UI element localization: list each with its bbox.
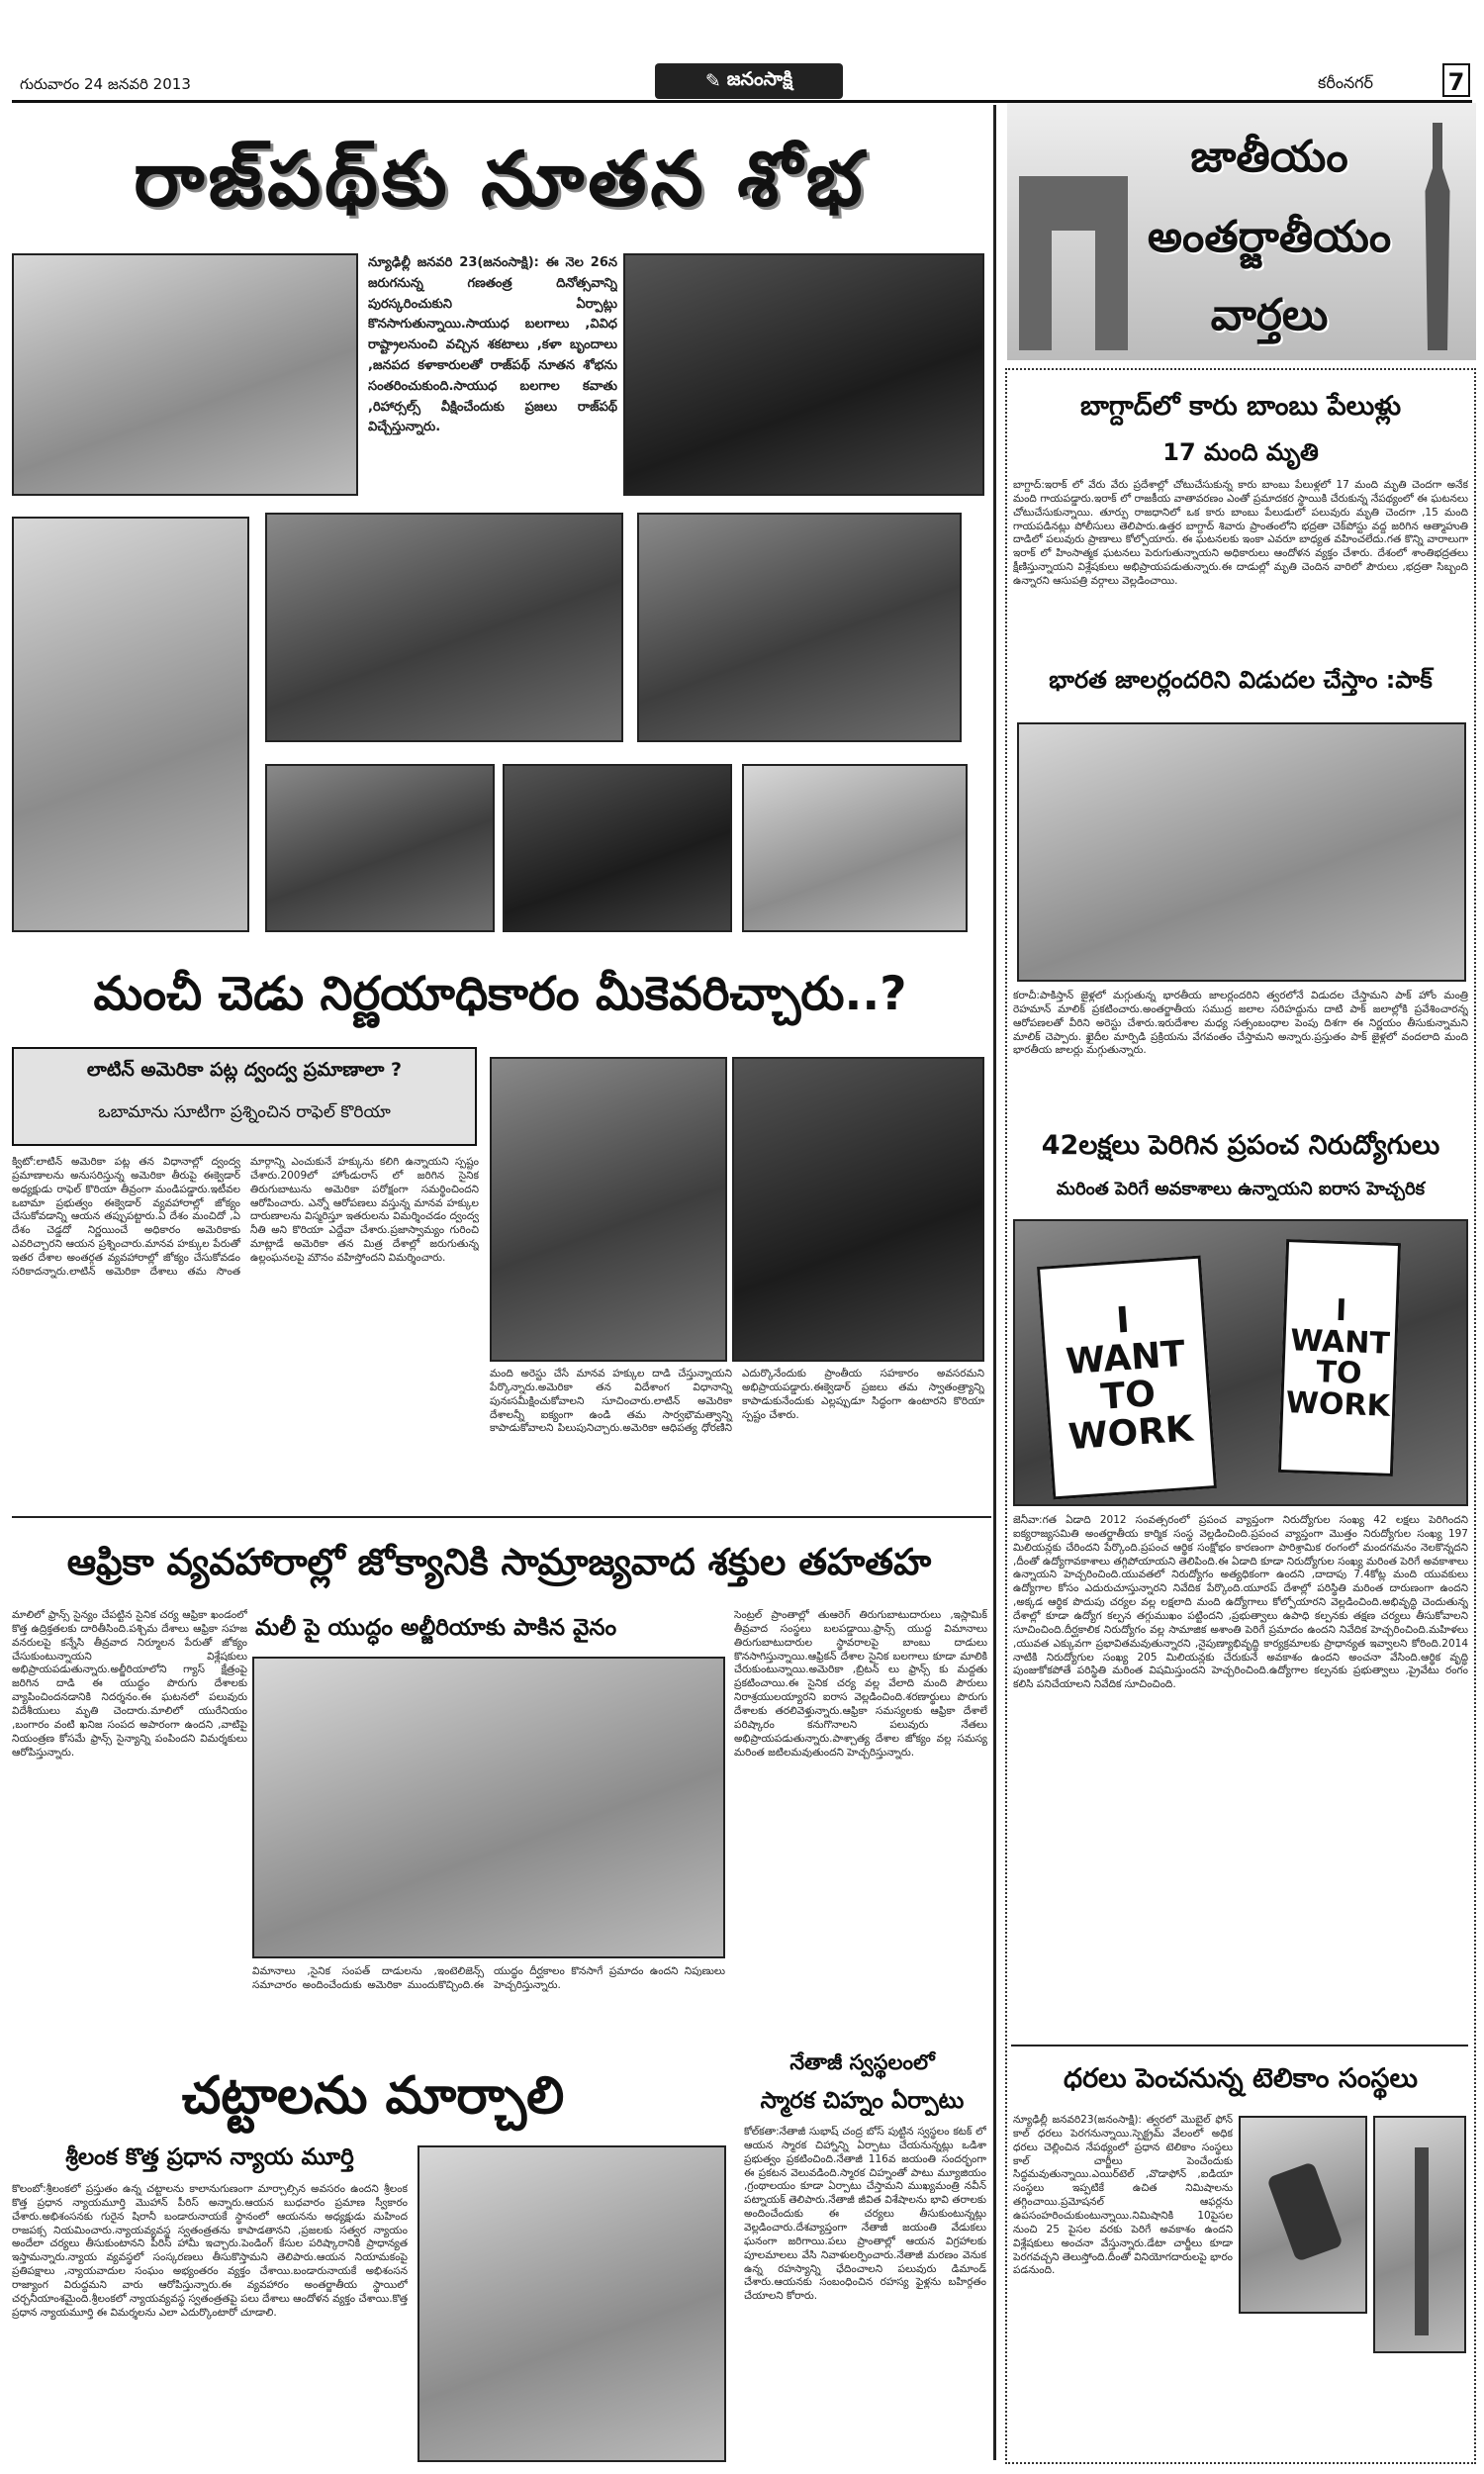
logo-icon: ✎ — [704, 70, 721, 92]
baghdad-subhead: 17 మంది మృతి — [1162, 438, 1319, 466]
mali-subhead: మలీ పై యుద్ధం అల్జీరియాకు పాకిన వైనం — [255, 1615, 617, 1641]
correa-deck-line2: ఒబామాను సూటిగా ప్రశ్నించిన రాఫెల్ కొరియా — [98, 1102, 391, 1122]
banner-line1: జాతీయం — [1190, 132, 1348, 182]
baghdad-headline: బాగ్దాద్‌లో కారు బాంబు పేలుళ్లు — [1079, 391, 1402, 422]
srilanka-judge-photo — [417, 2145, 726, 2462]
rajpath-photo-camel-contingent — [742, 764, 968, 932]
edition-city: కరీంనగర్ — [1318, 73, 1374, 92]
baghdad-body: బాగ్దాద్:ఇరాక్ లో వేరు వేరు ప్రదేశాల్లో చోటుచేసుకున్న కారు బాంబు పేలుళ్లలో 17 మంది మృతి చెందగా అనేక మంది గాయపడ్డారు.ఇరాక్ లో రాజకీయ వాతావరణం ఎంతో ప్రమాదకర స్థాయికి చేరుకున్న నేపథ్యంలో ఈ ఘటనలు చోటుచేసుకున్నాయి. తూర్పు రాజధానిలో ఒక కారు బాంబు పేలుడులో పలువురు మృతి చెందగా ,15 మంది గాయపడినట్లు పోలీసులు తెలిపారు.ఉత్తర బాగ్దాద్ శివారు ప్రాంతంలోని భద్రతా చెక్‌పోస్టు వద్ద జరిగిన ఆత్మాహుతి దాడిలో పలువురు ప్రాణాలు కోల్పోయారు. ఈ ఘటనలకు ఇంకా ఎవరూ బాధ్యత వహించలేదు.గత కొన్ని వారాలుగా ఇరాక్ లో హింసాత్మక ఘటనలు పెరుగుతున్నాయని అధికారులు ఆందోళన వ్యక్తం చేశారు. దేశంలో శాంతిభద్రతలు క్షీణిస్తున్నాయని విశ్లేషకులు అభిప్రాయపడుతున్నారు.ఈ దాడుల్లో మృతి చెందిన వారిలో పౌరులు ,భద్రతా సిబ్బంది ఉన్నారని ఆసుపత్రి వర్గాలు వెల్లడించాయి. — [1013, 479, 1468, 588]
mali-body-left: మాలిలో ఫ్రాన్స్ సైన్యం చేపట్టిన సైనిక చర్య ఆఫ్రికా ఖండంలో కొత్త ఉద్రిక్తతలకు దారితీసింది.పశ్చిమ దేశాలు ఆఫ్రికా సహజ వనరులపై కన్నేసి తీవ్రవాద నిర్మూలన పేరుతో జోక్యం చేసుకుంటున్నాయని విశ్లేషకులు అభిప్రాయపడుతున్నారు.అల్జీరియాలోని గ్యాస్ క్షేత్రంపై జరిగిన దాడి ఈ యుద్ధం పొరుగు దేశాలకు వ్యాపించిందనడానికి నిదర్శనం.ఈ ఘటనలో పలువురు విదేశీయులు మృతి చెందారు.మాలిలో యురేనియం ,బంగారం వంటి ఖనిజ సంపద అపారంగా ఉందని ,వాటిపై నియంత్రణ కోసమే ఫ్రాన్స్ సైన్యాన్ని పంపిందని విమర్శకులు ఆరోపిస్తున్నారు. — [12, 1609, 247, 1759]
pak-headline: భారత జాలర్లందరిని విడుదల చేస్తాం :పాక్ — [1049, 666, 1433, 694]
rajpath-photo-soldiers-rows — [503, 764, 732, 932]
page-number: 7 — [1442, 63, 1470, 97]
cell-tower-icon — [1415, 2147, 1429, 2335]
srilanka-headline: చట్టాలను మార్చాలి — [181, 2066, 565, 2126]
protest-photo — [1013, 1219, 1468, 1506]
column-divider — [993, 105, 996, 2460]
correa-body-left: క్విటో:లాటిన్ అమెరికా పట్ల తన విధానాల్లో ద్వంద్వ ప్రమాణాలను అనుసరిస్తున్న అమెరికా తీరుపై ఈక్వెడార్ అధ్యక్షుడు రాఫెల్ కొరియా తీవ్రంగా మండిపడ్డారు.ఇటీవల ఒబామా ప్రభుత్వం ఈక్వెడార్ వ్యవహారాల్లో జోక్యం చేసుకోవడాన్ని ఆయన తప్పుపట్టారు.ఏ దేశం మంచిదో ,ఏ దేశం చెడ్డదో నిర్ణయించే అధికారం అమెరికాకు ఎవరిచ్చారని ఆయన ప్రశ్నించారు.మానవ హక్కుల పేరుతో ఇతర దేశాల అంతర్గత వ్యవహారాల్లో జోక్యం చేసుకోవడం సరికాదన్నారు.లాటిన్ అమెరికా దేశాలు తమ సొంత మార్గాన్ని ఎంచుకునే హక్కును కలిగి ఉన్నాయని స్పష్టం చేశారు.2009లో హోండురాస్ లో జరిగిన సైనిక తిరుగుబాటును అమెరికా పరోక్షంగా సమర్థించిందని ఆరోపించారు. ఎన్నో ఆరోపణలు వస్తున్న మానవ హక్కుల దారుణాలను విస్మరిస్తూ ఇతరులను విమర్శించడం ద్వంద్వ నీతి అని కొరియా ఎద్దేవా చేశారు.ప్రజాస్వామ్యం గురించి మాట్లాడే అమెరికా తన మిత్ర దేశాల్లో జరుగుతున్న ఉల్లంఘనలపై మౌనం వహిస్తోందని విమర్శించారు. — [12, 1156, 479, 1278]
srilanka-subhead: శ్రీలంక కొత్త ప్రధాన న్యాయ మూర్తి — [65, 2144, 354, 2170]
banner-line2: అంతర్జాతీయం — [1147, 212, 1392, 262]
correa-body-bottom: మంది అరెస్టు చేసే మానవ హక్కుల దాడి చేస్తున్నాయని పేర్కొన్నారు.అమెరికా తన విదేశాంగ విధానాన్ని పునఃసమీక్షించుకోవాలని సూచించారు.లాటిన్ అమెరికా దేశాలన్నీ ఐక్యంగా ఉండి తమ సార్వభౌమత్వాన్ని కాపాడుకోవాలని పిలుపునిచ్చారు.అమెరికా ఆధిపత్య ధోరణిని ఎదుర్కొనేందుకు ప్రాంతీయ సహకారం అవసరమని అభిప్రాయపడ్డారు.ఈక్వెడార్ ప్రజలు తమ స్వాతంత్ర్యాన్ని కాపాడుకునేందుకు ఎల్లప్పుడూ సిద్ధంగా ఉంటారని కొరియా స్పష్టం చేశారు. — [490, 1368, 984, 1435]
rajpath-photo-missile-trucks — [12, 253, 358, 496]
india-gate-icon — [1019, 133, 1128, 350]
telecom-headline: ధరలు పెంచనున్న టెలికాం సంస్థలు — [1064, 2063, 1418, 2094]
protest-sign-right: I WANT TO WORK — [1278, 1239, 1401, 1476]
mali-headline: ఆఫ్రికా వ్యవహారాల్లో జోక్యానికి సామ్రాజ్యవాద శక్తుల తహతహ — [66, 1541, 932, 1583]
rajpath-photo-folk-troupe — [265, 764, 495, 932]
pak-body: కరాచీ:పాకిస్తాన్ జైళ్లలో మగ్గుతున్న భారతీయ జాలర్లందరిని త్వరలోనే విడుదల చేస్తామని పాక్ హోం మంత్రి రెహమాన్ మాలిక్ ప్రకటించారు.అంతర్జాతీయ సముద్ర జలాల సరిహద్దును దాటి పాక్ జలాల్లోకి ప్రవేశించారన్న ఆరోపణలతో వీరిని అరెస్టు చేశారు.ఇరుదేశాల మధ్య సత్సంబంధాల పెంపు దిశగా ఈ నిర్ణయం తీసుకున్నామని మాలిక్ చెప్పారు. ఖైదీల మార్పిడి ప్రక్రియను వేగవంతం చేస్తామని అన్నారు.ప్రస్తుతం పాక్ జైళ్లలో వందలాది మంది భారతీయ జాలర్లు మగ్గుతున్నారు. — [1013, 990, 1468, 1057]
banner-line3: వార్తలు — [1210, 290, 1329, 340]
mobile-phone-icon — [1266, 2161, 1344, 2262]
rajpath-intro: న్యూఢిల్లీ జనవరి 23(జనంసాక్షి): ఈ నెల 26న జరుగనున్న గణతంత్ర దినోత్సవాన్ని పురస్కరించుకుని ఏర్పాట్లు కొనసాగుతున్నాయి.సాయుధ బలగాలు ,వివిధ రాష్ట్రాలనుంచి వచ్చిన శకటాలు ,కళా బృందాలు ,జనపద కళాకారులతో రాజ్‌పథ్ నూతన శోభను సంతరించుకుంది.సాయుధ బలగాల కవాతు ,రిహార్సల్స్ వీక్షించేందుకు ప్రజలు రాజ్‌పథ్ విచ్చేస్తున్నారు. — [368, 255, 617, 435]
correa-deck-line1: లాటిన్ అమెరికా పట్ల ద్వంద్వ ప్రమాణాలా ? — [86, 1059, 403, 1081]
rajpath-photo-marching-soldiers — [623, 253, 984, 496]
section-divider — [12, 1516, 991, 1518]
masthead-logo — [655, 63, 843, 99]
rajpath-headline: రాజ్‌పథ్‌కు నూతన శోభ — [134, 135, 867, 223]
srilanka-body: కొలంబో:శ్రీలంకలో ప్రస్తుతం ఉన్న చట్టాలను కాలానుగుణంగా మార్చాల్సిన అవసరం ఉందని శ్రీలంక కొత్త ప్రధాన న్యాయమూర్తి మొహాన్ పీరిస్ అన్నారు.ఆయన బుధవారం ప్రమాణ స్వీకారం చేశారు.అభిశంసనకు గురైన షిరానీ బండారునాయకే స్థానంలో ఆయనను అధ్యక్షుడు మహింద రాజపక్స నియమించారు.న్యాయవ్యవస్థ స్వతంత్రతను కాపాడతానని ,ప్రజలకు సత్వర న్యాయం అందేలా చర్యలు తీసుకుంటానని పీరిస్ హామీ ఇచ్చారు.పెండింగ్ కేసుల పరిష్కారానికి ప్రాధాన్యత ఇస్తామన్నారు.న్యాయ వ్యవస్థలో సంస్కరణలు తీసుకొస్తామని తెలిపారు.ఆయన నియామకంపై ప్రతిపక్షాలు ,న్యాయవాదుల సంఘం అభ్యంతరం వ్యక్తం చేశాయి.బండారునాయకే అభిశంసన రాజ్యాంగ విరుద్ధమని వారు ఆరోపిస్తున్నారు.ఈ వ్యవహారం అంతర్జాతీయ స్థాయిలో చర్చనీయాంశమైంది.శ్రీలంకలో న్యాయవ్యవస్థ స్వతంత్రతపై పలు దేశాలు ఆందోళన వ్యక్తం చేశాయి.కొత్త ప్రధాన న్యాయమూర్తి ఈ విమర్శలను ఎలా ఎదుర్కొంటారో చూడాలి. — [12, 2183, 408, 2319]
mali-body-right: సెంట్రల్ ప్రాంతాల్లో తుఆరెగ్ తిరుగుబాటుదారులు ,ఇస్లామిక్ తీవ్రవాద సంస్థలు బలపడ్డాయి.ఫ్రాన్స్ యుద్ధ విమానాలు తిరుగుబాటుదారుల స్థావరాలపై బాంబు దాడులు కొనసాగిస్తున్నాయి.ఆఫ్రికన్ దేశాల సైనిక బలగాలు కూడా మాలికి చేరుకుంటున్నాయి.అమెరికా ,బ్రిటన్ లు ఫ్రాన్స్ కు మద్దతు ప్రకటించాయి.ఈ సైనిక చర్య వల్ల వేలాది మంది పౌరులు నిరాశ్రయులయ్యారని ఐరాస వెల్లడించింది.శరణార్థులు పొరుగు దేశాలకు తరలివెళ్తున్నారు.ఆఫ్రికా సమస్యలకు ఆఫ్రికా దేశాలే పరిష్కారం కనుగొనాలని పలువురు నేతలు అభిప్రాయపడుతున్నారు.పాశ్చాత్య దేశాల జోక్యం వల్ల సమస్య మరింత జటిలమవుతుందని హెచ్చరిస్తున్నారు. — [734, 1609, 987, 1759]
netaji-headline-line2: స్మారక చిహ్నం ఏర్పాటు — [760, 2088, 965, 2114]
netaji-body: కోల్‌కతా:నేతాజీ సుభాష్ చంద్ర బోస్ పుట్టిన స్వస్థలం కటక్ లో ఆయన స్మారక చిహ్నాన్ని ఏర్పాటు చేయనున్నట్లు ఒడిశా ప్రభుత్వం ప్రకటించింది.నేతాజీ 116వ జయంతి సందర్భంగా ఈ ప్రకటన వెలువడింది.స్మారక చిహ్నంతో పాటు మ్యూజియం ,గ్రంథాలయం కూడా ఏర్పాటు చేస్తామని ముఖ్యమంత్రి నవీన్ పట్నాయక్ తెలిపారు.నేతాజీ జీవిత విశేషాలను భావి తరాలకు అందించేందుకు ఈ చర్యలు తీసుకుంటున్నట్లు వెల్లడించారు.దేశవ్యాప్తంగా నేతాజీ జయంతి వేడుకలు ఘనంగా జరిగాయి.పలు ప్రాంతాల్లో ఆయన విగ్రహాలకు పూలమాలలు వేసి నివాళులర్పించారు.నేతాజీ మరణం వెనుక ఉన్న రహస్యాన్ని ఛేదించాలని పలువురు డిమాండ్ చేశారు.ఆయనకు సంబంధించిన రహస్య ఫైళ్లను బహిర్గతం చేయాలని కోరారు. — [744, 2126, 986, 2303]
page-header — [12, 61, 1472, 103]
rehman-malik-photo — [1017, 722, 1466, 982]
correa-photo — [490, 1057, 727, 1362]
logo-text: జనంసాక్షి — [726, 67, 793, 90]
netaji-headline-line1: నేతాజీ స్వస్థలంలో — [789, 2050, 935, 2074]
telecom-body: న్యూఢిల్లీ జనవరి23(జనంసాక్షి): త్వరలో మొబైల్ ఫోన్ కాల్ ధరలు పెరగనున్నాయి.స్పెక్ట్రమ్ వేలంలో అధిక ధరలు చెల్లించిన నేపథ్యంలో ప్రధాన టెలికాం సంస్థలు కాల్ చార్జీలు పెంచేందుకు సిద్ధమవుతున్నాయి.ఎయిర్‌టెల్ ,వొడాఫోన్ ,ఐడియా సంస్థలు ఇప్పటికే ఉచిత నిమిషాలను తగ్గించాయి.ప్రమోషనల్ ఆఫర్లను ఉపసంహరించుకుంటున్నాయి.నిమిషానికి 10పైసల నుంచి 25 పైసల వరకు పెరిగే అవకాశం ఉందని విశ్లేషకులు అంచనా వేస్తున్నారు.డేటా చార్జీలు కూడా పెరగవచ్చని తెలుస్తోంది.దీంతో వినియోగదారులపై భారం పడనుంది. — [1013, 2114, 1233, 2277]
unemployment-subhead: మరింత పెరిగే అవకాశాలు ఉన్నాయని ఐరాస హెచ్చరిక — [1056, 1179, 1426, 1199]
issue-date: గురువారం 24 జనవరి 2013 — [20, 75, 191, 93]
telecom-phone-photo — [1239, 2116, 1367, 2314]
protest-sign-left: I WANT TO WORK — [1037, 1255, 1217, 1499]
correa-body-middle-inline: ఎన్నో ఆరోపణలు వస్తున్న మానవ హక్కుల దారుణాలను విస్మరిస్తూ ఇతరులను విమర్శించడం ద్వంద్వ నీతి అని కొరియా ఎద్దేవా చేశారు.ప్రజాస్వామ్యం గురించి మాట్లాడే అమెరికా తన మిత్ర దేశాల్లో జరుగుతున్న ఉల్లంఘనలపై మౌనం వహిస్తోందని విమర్శించారు. — [250, 1196, 479, 1265]
unemployment-body: జెనీవా:గత ఏడాది 2012 సంవత్సరంలో ప్రపంచ వ్యాప్తంగా నిరుద్యోగుల సంఖ్య 42 లక్షలు పెరిగిందని ఐక్యరాజ్యసమితి అంతర్జాతీయ కార్మిక సంస్థ వెల్లడించింది.ప్రపంచ వ్యాప్తంగా మొత్తం నిరుద్యోగుల సంఖ్య 197 మిలియన్లకు చేరిందని పేర్కొంది.ప్రపంచ ఆర్థిక సంక్షోభం కారణంగా పారిశ్రామిక రంగంలో మందగమనం నెలకొన్నదని ,దీంతో ఉద్యోగావకాశాలు తగ్గిపోయాయని తెలిపింది.ఈ ఏడాది కూడా నిరుద్యోగుల సంఖ్య మరింత పెరిగే అవకాశాలు ఉన్నాయని హెచ్చరించింది.యువతలో నిరుద్యోగం అత్యధికంగా ఉందని ,దాదాపు 7.4కోట్ల మంది యువకులు ఉద్యోగాల కోసం ఎదురుచూస్తున్నారని నివేదిక పేర్కొంది.యూరప్ దేశాల్లో పరిస్థితి మరింత దారుణంగా ఉందని ,అక్కడ ఆర్థిక పొదుపు చర్యల వల్ల లక్షలాది మంది ఉద్యోగాలు కోల్పోయారని వెల్లడించింది.అభివృద్ధి చెందుతున్న దేశాల్లో కూడా ఉద్యోగ కల్పన తగ్గుముఖం పట్టిందని ,ప్రభుత్వాలు ఉపాధి కల్పనకు తక్షణ చర్యలు తీసుకోవాలని సూచించింది.దీర్ఘకాలిక నిరుద్యోగం వల్ల సామాజిక అశాంతి పెరిగే ప్రమాదం ఉందని నివేదిక హెచ్చరించింది.మహిళలు ,యువత ఎక్కువగా ప్రభావితమవుతున్నారని ,నైపుణ్యాభివృద్ధి కార్యక్రమాలకు ప్రాధాన్యత ఇవ్వాలని కోరింది.2014 నాటికి నిరుద్యోగుల సంఖ్య 205 మిలియన్లకు చేరుకునే అవకాశం ఉందని అంచనా వేసింది.ఆర్థిక వృద్ధి పుంజుకోకపోతే పరిస్థితి మరింత విషమిస్తుందని హెచ్చరించింది.ఉద్యోగాల కల్పనకు ప్రభుత్వాలు ,ప్రైవేటు రంగం కలిసి పనిచేయాలని నివేదిక సూచించింది. — [1013, 1514, 1468, 1691]
rajpath-photo-dancers — [265, 513, 623, 742]
rajpath-photo-tableau — [12, 517, 249, 932]
mali-photo-generals — [252, 1657, 725, 1958]
correa-headline: మంచీ చెడు నిర్ణయాధికారం మీకెవరిచ్చారు..? — [93, 967, 907, 1021]
right-section-divider — [1011, 2045, 1468, 2046]
rajpath-photo-parade-band — [637, 513, 962, 742]
correa-deck-box — [12, 1047, 477, 1146]
mali-body-bottom: విమానాలు ,సైనిక సంపత్ దాడులను ,ఇంటెలిజెన్స్ సమాచారం అందించేందుకు అమెరికా ముందుకొచ్చింది.ఈ యుద్ధం దీర్ఘకాలం కొనసాగే ప్రమాదం ఉందని నిపుణులు హెచ్చరిస్తున్నారు. — [252, 1965, 725, 1991]
obama-photo — [732, 1057, 984, 1362]
telecom-tower-photo — [1373, 2116, 1466, 2353]
unemployment-headline: 42లక్షలు పెరిగిన ప్రపంచ నిరుద్యోగులు — [1041, 1130, 1440, 1161]
world-news-banner — [1007, 103, 1476, 360]
